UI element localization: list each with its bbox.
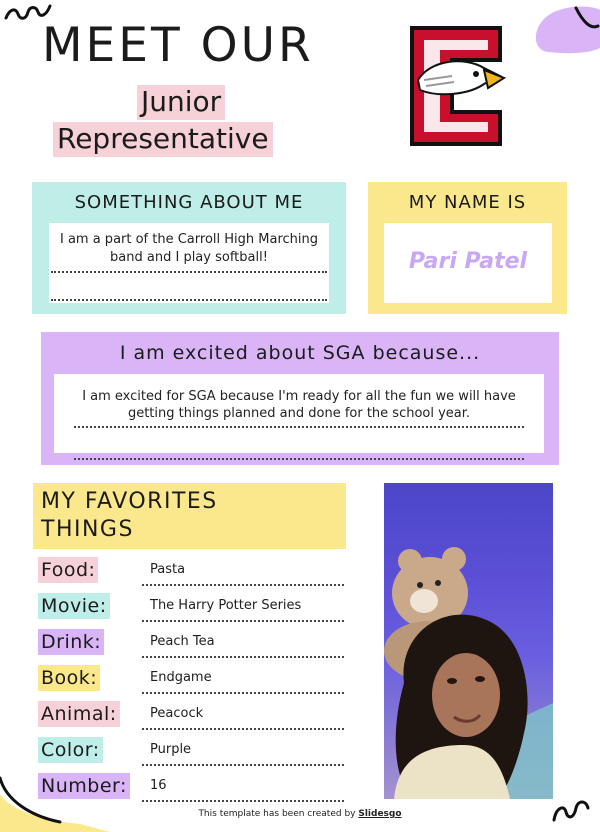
favorite-value: Purple	[150, 742, 192, 757]
footer-credit	[0, 809, 600, 819]
favorite-label: Color:	[38, 737, 103, 763]
subtitle-line-1: Junior	[137, 85, 225, 120]
favorite-value: 16	[150, 778, 167, 793]
subtitle-line-2: Representative	[53, 122, 273, 157]
footer-prefix: This template has been created by	[198, 809, 356, 819]
favorite-row	[38, 701, 344, 737]
favorites-header	[33, 483, 346, 549]
about-me-text: I am a part of the Carroll High Marching band and I play softball!	[59, 232, 319, 265]
sga-box	[54, 374, 544, 453]
dotted-line	[142, 584, 344, 586]
sga-title: I am excited about SGA because...	[119, 342, 481, 364]
about-me-panel	[32, 182, 346, 314]
favorite-value: Endgame	[150, 670, 212, 685]
favorite-row	[38, 593, 344, 629]
dotted-line	[74, 458, 524, 460]
about-me-box	[49, 223, 329, 303]
dotted-line	[74, 426, 524, 428]
profile-photo	[384, 483, 553, 799]
favorites-title: MY FAVORITES THINGS	[41, 489, 218, 542]
favorite-value: Peacock	[150, 706, 204, 721]
name-panel	[368, 182, 567, 314]
name-value: Pari Patel	[408, 249, 528, 274]
favorite-label: Number:	[38, 773, 130, 799]
sga-panel	[41, 332, 559, 465]
favorite-row	[38, 629, 344, 665]
favorite-row	[38, 665, 344, 701]
dotted-line	[142, 620, 344, 622]
favorite-label: Book:	[38, 665, 100, 691]
eagle-c-logo-icon	[400, 20, 512, 150]
dotted-line	[142, 692, 344, 694]
dotted-line	[51, 271, 327, 273]
dotted-line	[142, 800, 344, 802]
page-title: MEET OUR	[42, 18, 314, 73]
favorite-value: Pasta	[150, 562, 186, 577]
favorite-value: Peach Tea	[150, 634, 215, 649]
footer-brand-link[interactable]: Slidesgo	[358, 809, 402, 819]
favorite-row	[38, 557, 344, 593]
profile-photo-illustration	[384, 483, 553, 799]
dotted-line	[142, 728, 344, 730]
name-title: MY NAME IS	[408, 192, 527, 213]
favorite-label: Food:	[38, 557, 98, 583]
favorite-label: Movie:	[38, 593, 110, 619]
favorite-label: Animal:	[38, 701, 120, 727]
blob-top-right-icon	[528, 0, 600, 62]
favorite-label: Drink:	[38, 629, 104, 655]
favorite-value: The Harry Potter Series	[150, 598, 302, 613]
about-me-title: SOMETHING ABOUT ME	[74, 192, 304, 213]
dotted-line	[142, 656, 344, 658]
sga-text: I am excited for SGA because I'm ready for all the fun we will have getting things planned and done for the school year.	[82, 389, 516, 421]
dotted-line	[51, 299, 327, 301]
favorite-row	[38, 773, 344, 809]
favorite-row	[38, 737, 344, 773]
name-box	[384, 223, 552, 303]
dotted-line	[142, 764, 344, 766]
